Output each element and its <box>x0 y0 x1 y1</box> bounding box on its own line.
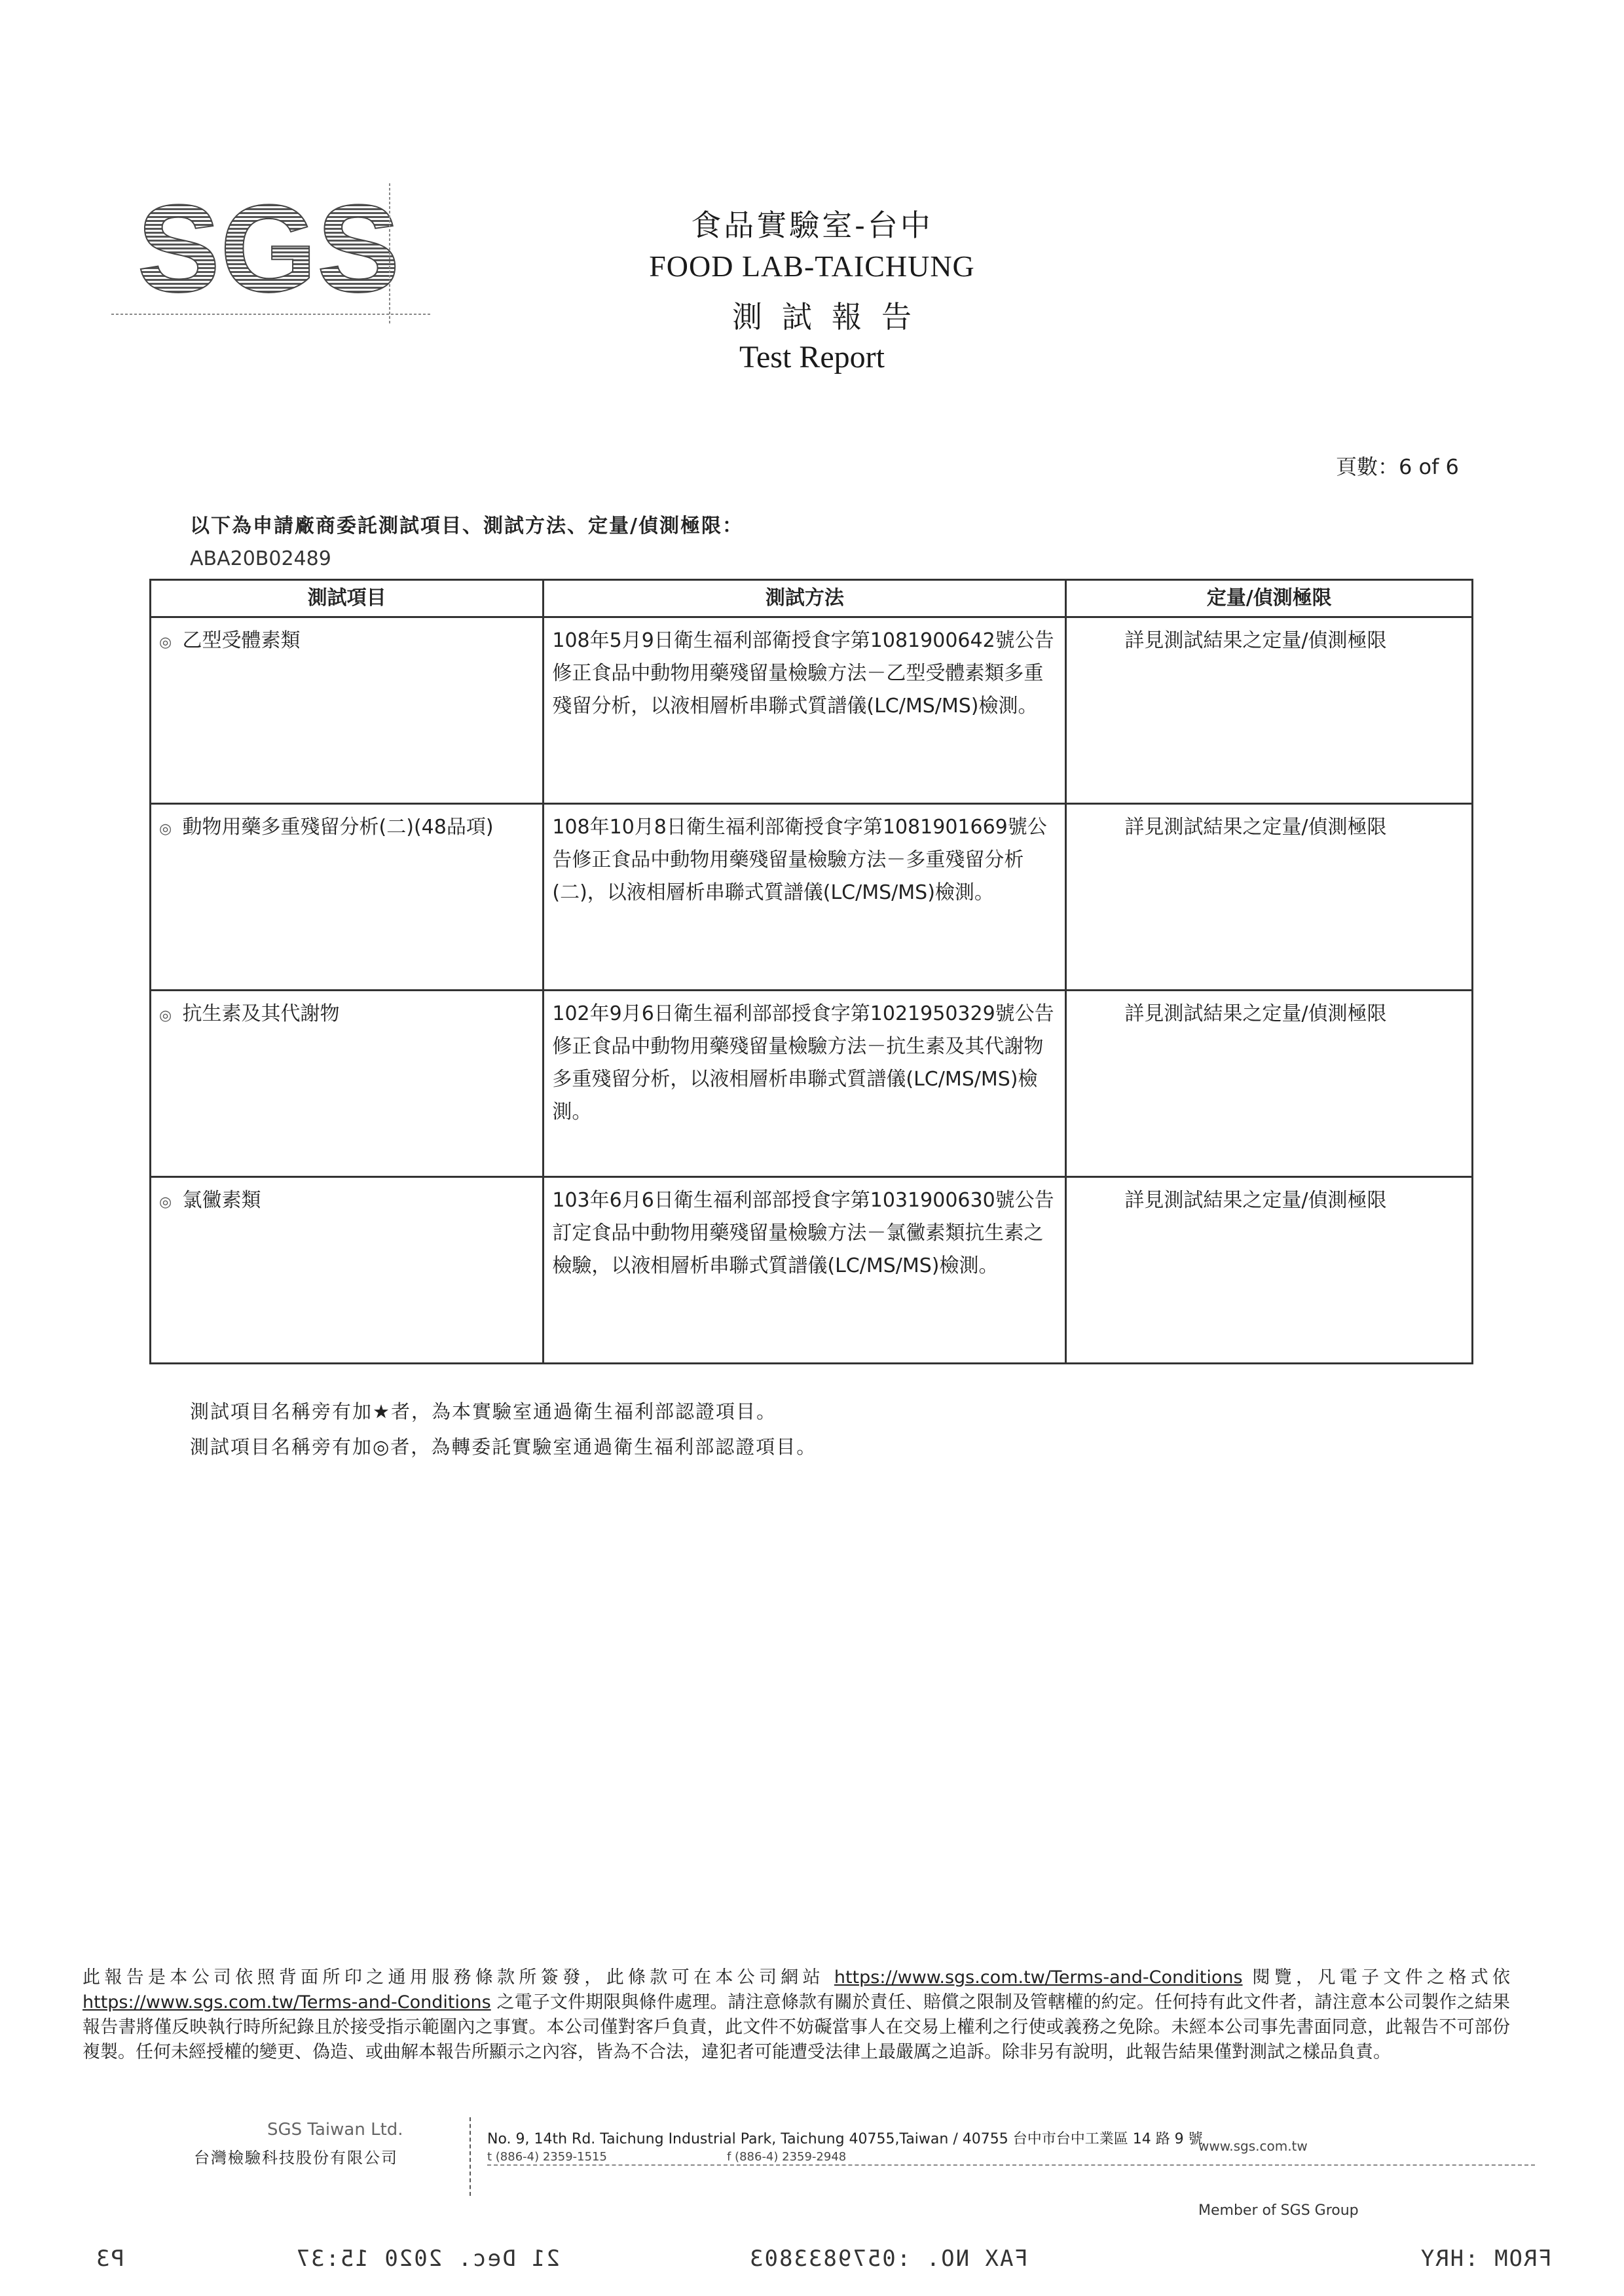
disclaimer-text: 此報告是本公司依照背面所印之通用服務條款所簽發，此條款可在本公司網站 <box>83 1967 824 1988</box>
lab-title-en: FOOD LAB-TAICHUNG <box>649 249 975 283</box>
test-item-cell <box>151 1177 544 1364</box>
double-circle-icon: ◎ <box>159 821 172 837</box>
fax-number: FAX NO. :0579833803 <box>748 2246 1028 2272</box>
note-double-circle: 測試項目名稱旁有加◎者，為轉委託實驗室通過衛生福利部認證項目。 <box>190 1436 817 1458</box>
fax-page: P3 <box>95 2246 124 2272</box>
member-of-group: Member of SGS Group <box>1198 2202 1359 2219</box>
detection-limit: 詳見測試結果之定量/偵測極限 <box>1124 1189 1387 1212</box>
intro-text: 以下為申請廠商委託測試項目、測試方法、定量/偵測極限： <box>190 515 743 538</box>
page-number: 頁數：6 of 6 <box>1336 454 1459 479</box>
test-method: 102年9月6日衛生福利部部授食字第1021950329號公告修正食品中動物用藥殘留量檢驗方法－抗生素及其代謝物多重殘留分析，以液相層析串聯式質譜儀(LC/MS/MS)檢測。 <box>544 991 1066 1177</box>
detection-limit: 詳見測試結果之定量/偵測極限 <box>1124 629 1387 652</box>
header-test-item: 測試項目 <box>151 580 544 617</box>
test-item-cell <box>151 804 544 991</box>
test-method: 108年10月8日衛生福利部衛授食字第1081901669號公告修正食品中動物用藥殘留量檢驗方法－多重殘留分析(二)，以液相層析串聯式質譜儀(LC/MS/MS)檢測。 <box>544 804 1066 991</box>
terms-link[interactable]: https://www.sgs.com.tw/Terms-and-Conditions <box>83 1992 491 2013</box>
fax-from: FROM :HRY <box>1419 2246 1552 2272</box>
test-method: 103年6月6日衛生福利部部授食字第1031900630號公告訂定食品中動物用藥殘留量檢驗方法－氯黴素類抗生素之檢驗，以液相層析串聯式質譜儀(LC/MS/MS)檢測。 <box>544 1177 1066 1364</box>
table-row <box>151 804 1473 991</box>
fax-datetime: 21 Dec. 2020 15:37 <box>295 2246 560 2272</box>
test-item-cell <box>151 617 544 804</box>
limit-cell <box>1066 804 1473 991</box>
disclaimer-text: 閱覽，凡電子文件之格式依 <box>1252 1967 1510 1988</box>
fax-header-line <box>0 2246 1624 2285</box>
test-item-cell <box>151 991 544 1177</box>
table-row <box>151 617 1473 804</box>
table-row <box>151 1177 1473 1364</box>
table-header-row <box>151 580 1473 617</box>
terms-link[interactable]: https://www.sgs.com.tw/Terms-and-Conditions <box>834 1967 1243 1988</box>
limit-cell <box>1066 991 1473 1177</box>
limit-cell <box>1066 1177 1473 1364</box>
detection-limit: 詳見測試結果之定量/偵測極限 <box>1124 1002 1387 1025</box>
test-methods-table <box>149 579 1473 1364</box>
test-item: 抗生素及其代謝物 <box>182 1002 340 1025</box>
limit-cell <box>1066 617 1473 804</box>
test-method: 108年5月9日衛生福利部衛授食字第1081900642號公告修正食品中動物用藥殘留量檢驗方法－乙型受體素類多重殘留分析，以液相層析串聯式質譜儀(LC/MS/MS)檢測。 <box>544 617 1066 804</box>
company-name-zh: 台灣檢驗科技股份有限公司 <box>194 2149 398 2167</box>
lab-title-zh: 食品實驗室-台中 <box>691 208 933 243</box>
test-item: 乙型受體素類 <box>182 629 301 652</box>
company-fax: f (886-4) 2359-2948 <box>727 2150 847 2164</box>
disclaimer <box>83 1965 1510 2065</box>
svg-text:SGS: SGS <box>137 179 400 318</box>
report-title-zh: 測試報告 <box>732 299 931 335</box>
table-row <box>151 991 1473 1177</box>
test-item: 動物用藥多重殘留分析(二)(48品項) <box>182 816 494 839</box>
company-website: www.sgs.com.tw <box>1198 2138 1308 2154</box>
company-address: No. 9, 14th Rd. Taichung Industrial Park, Taichung 40755,Taiwan / 40755 台中市台中工業區 14 路 9 號 <box>487 2131 1203 2147</box>
sgs-logo <box>98 177 439 327</box>
test-item: 氯黴素類 <box>182 1189 261 1212</box>
double-circle-icon: ◎ <box>159 634 172 651</box>
company-tel: t (886-4) 2359-1515 <box>487 2150 607 2164</box>
header-test-method: 測試方法 <box>544 580 1066 617</box>
double-circle-icon: ◎ <box>159 1194 172 1211</box>
disclaimer-text: 之電子文件期限與條件處理。請注意條款有關於責任、賠償之限制及管轄權的約定。任何持有此文件者，請注意本公司製作之結果報告書將僅反映執行時所紀錄且於接受指示範圍內之事實。本公司僅對客戶負責，此文件不妨礙當事人在交易上權利之行使或義務之免除。未經本公司事先書面同意，此報告不可部份複製。任何未經授權的變更、偽造、或曲解本報告所顯示之內容，皆為不合法，違犯者可能遭受法律上最嚴厲之追訴。除非另有說明，此報告結果僅對測試之樣品負責。 <box>83 1992 1511 2062</box>
footer-divider <box>470 2117 472 2196</box>
footer-rule <box>487 2164 1535 2166</box>
header-limit: 定量/偵測極限 <box>1066 580 1473 617</box>
report-title-en: Test Report <box>739 340 885 374</box>
detection-limit: 詳見測試結果之定量/偵測極限 <box>1124 816 1387 839</box>
company-name-en: SGS Taiwan Ltd. <box>267 2120 403 2140</box>
double-circle-icon: ◎ <box>159 1008 172 1024</box>
note-star: 測試項目名稱旁有加★者，為本實驗室通過衛生福利部認證項目。 <box>190 1400 777 1423</box>
report-id: ABA20B02489 <box>190 547 331 570</box>
